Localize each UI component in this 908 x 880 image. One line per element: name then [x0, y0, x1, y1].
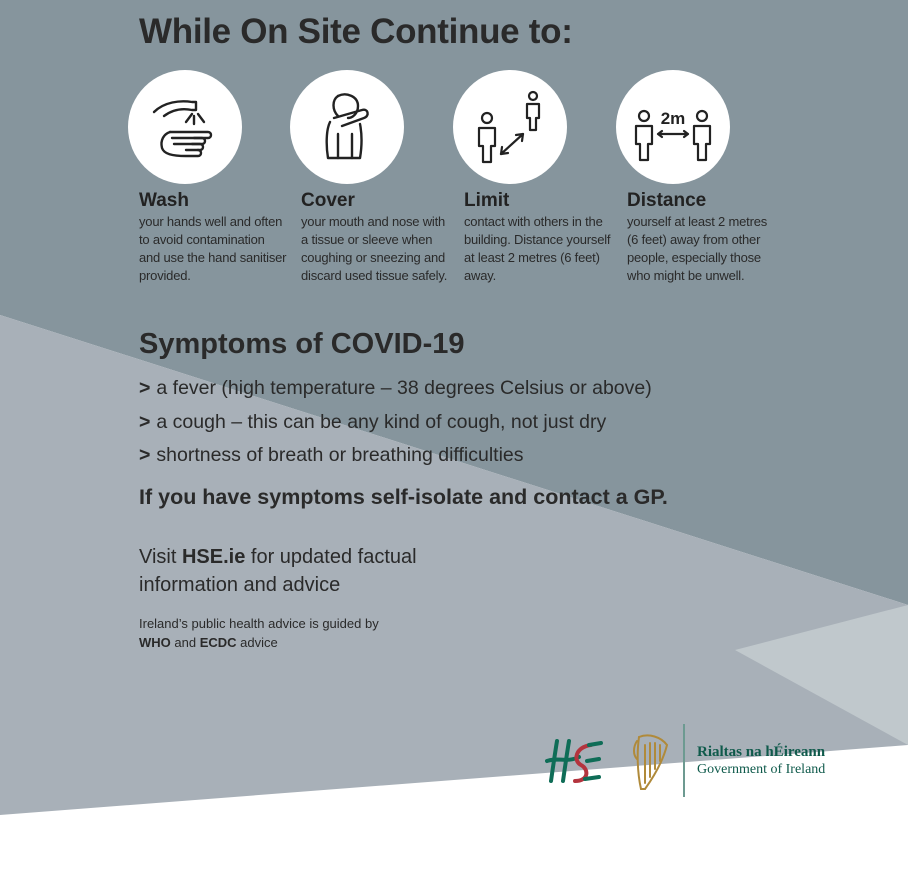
org-who: WHO — [139, 635, 171, 650]
step-heading: Cover — [301, 190, 355, 211]
page-title: While On Site Continue to: — [139, 12, 573, 51]
list-item — [139, 406, 652, 440]
step-heading: Wash — [139, 190, 189, 211]
hand-wash-icon — [142, 84, 228, 170]
symptoms-list — [139, 372, 652, 473]
step-heading: Limit — [464, 190, 510, 211]
list-item — [139, 439, 652, 473]
advice-source-note — [139, 614, 399, 652]
cough-cover-icon — [304, 84, 390, 170]
hse-logo — [545, 737, 603, 785]
visit-pre: Visit — [139, 546, 182, 568]
note-mid: and — [170, 635, 200, 650]
step-wash — [128, 70, 298, 285]
note-pre: Ireland’s public health advice is guided by — [139, 616, 379, 631]
step-description: your hands well and often to avoid contamination and use the hand sanitiser provided. — [139, 214, 287, 283]
footer-divider — [683, 724, 685, 797]
icon-circle — [128, 70, 242, 184]
step-cover — [290, 70, 460, 285]
social-distance-icon — [630, 84, 716, 170]
limit-contact-icon — [467, 84, 553, 170]
org-ecdc: ECDC — [199, 635, 237, 650]
symptom-text: a cough – this can be any kind of cough, not just dry — [156, 410, 607, 433]
hse-site-link[interactable]: HSE.ie — [181, 546, 246, 568]
bullet-marker: > — [139, 444, 151, 466]
list-item — [139, 372, 652, 406]
symptom-text: a fever (high temperature – 38 degrees Celsius or above) — [156, 377, 652, 399]
icon-circle — [453, 70, 567, 184]
step-limit — [453, 70, 623, 285]
visit-notice — [139, 543, 499, 599]
gov-english-name: Government of Ireland — [697, 762, 826, 777]
gov-irish-name: Rialtas na hÉireann — [697, 744, 826, 760]
step-description: your mouth and nose with a tissue or sleeve when coughing or sneezing and discard used tissue safely. — [301, 214, 448, 283]
step-description: contact with others in the building. Distance yourself at least 2 metres (6 feet) away. — [464, 214, 611, 283]
step-heading: Distance — [627, 190, 707, 211]
bullet-marker: > — [139, 377, 151, 399]
symptoms-title: Symptoms of COVID-19 — [139, 328, 465, 360]
icon-circle — [616, 70, 730, 184]
government-of-ireland-wordmark — [697, 744, 825, 778]
step-distance — [616, 70, 786, 285]
distance-label: 2m — [660, 109, 686, 128]
isolate-notice: If you have symptoms self-isolate and contact a GP. — [139, 485, 668, 509]
icon-circle — [290, 70, 404, 184]
bullet-marker: > — [139, 410, 151, 433]
harp-emblem-icon — [633, 731, 671, 793]
visit-post: for updated factual information and advice — [139, 546, 417, 596]
note-post: advice — [236, 635, 278, 650]
step-description: yourself at least 2 metres (6 feet) away from other people, especially those who might be unwell. — [627, 214, 768, 283]
symptom-text: shortness of breath or breathing difficulties — [156, 444, 524, 466]
